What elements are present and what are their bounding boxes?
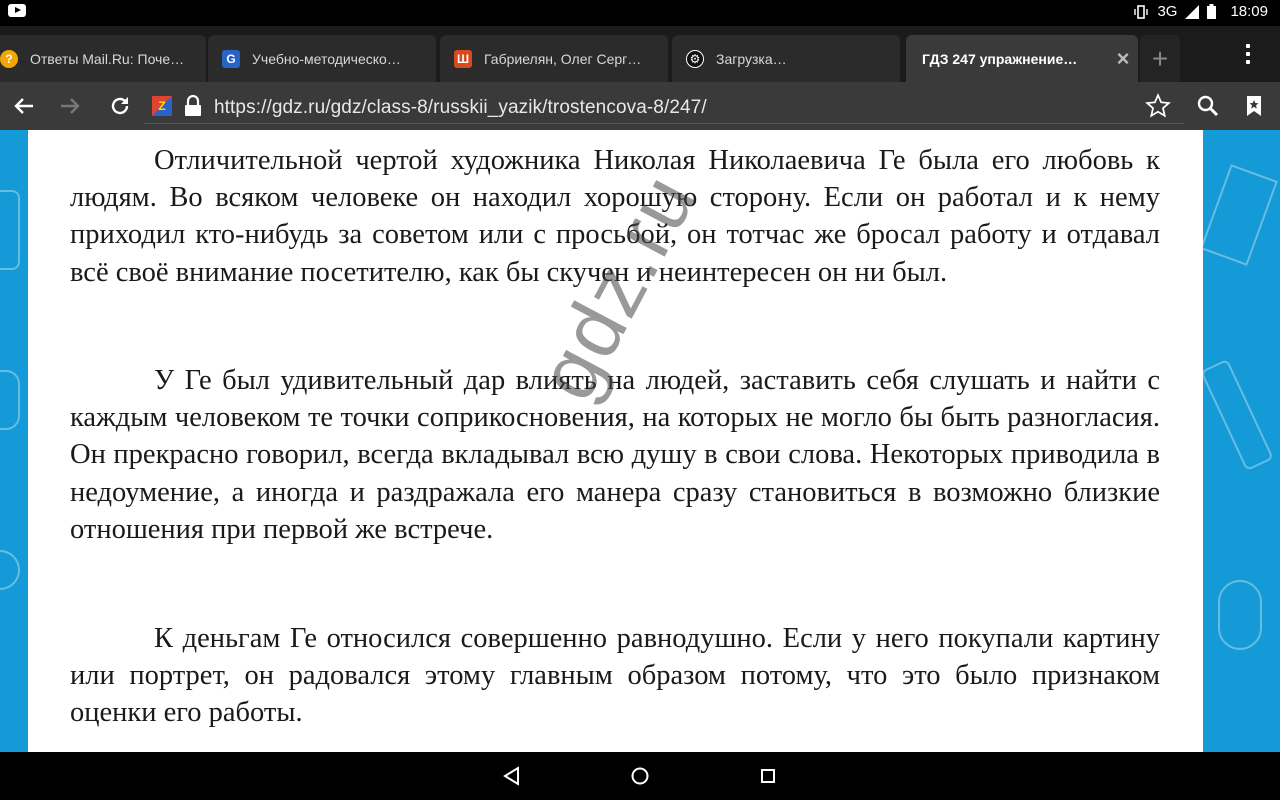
system-nav-bar xyxy=(0,752,1280,800)
web-content xyxy=(0,130,1280,752)
tab-uchebno[interactable] xyxy=(208,35,436,82)
close-tab-icon[interactable]: × xyxy=(1116,45,1130,71)
doodle-right-2 xyxy=(1200,359,1274,471)
bookmark-star-button[interactable] xyxy=(1136,82,1180,130)
search-button[interactable] xyxy=(1186,82,1230,130)
back-button[interactable] xyxy=(2,82,46,130)
battery-icon xyxy=(1207,4,1216,19)
overflow-menu-icon[interactable] xyxy=(1236,40,1260,70)
forward-button[interactable] xyxy=(48,82,92,130)
vibrate-icon xyxy=(1133,4,1149,20)
star-icon xyxy=(1145,93,1171,119)
network-type: 3G xyxy=(1157,3,1178,20)
doodle-left-1 xyxy=(0,190,20,270)
question-favicon-icon: ? xyxy=(0,50,18,68)
library-favicon-icon: Ш xyxy=(454,50,472,68)
nav-recents-button[interactable] xyxy=(738,752,798,800)
paragraph-1: Отличительной чертой художника Николая Николаевича Ге была его любовь к людям. Во всяком человеке он находил хорошую сторону. Если он работал и к нему приходил кто-нибудь за советом или с просьбой, он тотчас же бросал работу и отдавал всё своё внимание посетителю, как бы скучен и неинтересен он ни был. xyxy=(70,145,1160,288)
doodle-left-3 xyxy=(0,550,20,590)
tab-label: Габриелян, Олег Серг… xyxy=(484,50,642,67)
doodle-left-2 xyxy=(0,370,20,430)
tab-gdz-active[interactable] xyxy=(906,35,1138,82)
textbook-page xyxy=(28,130,1203,752)
browser-toolbar xyxy=(0,82,1280,130)
google-favicon-icon: G xyxy=(222,50,240,68)
new-tab-button[interactable]: + xyxy=(1140,35,1180,82)
tab-mail-ru[interactable] xyxy=(0,35,206,82)
reload-button[interactable] xyxy=(98,82,142,130)
lock-icon xyxy=(184,95,202,117)
clock: 18:09 xyxy=(1230,3,1268,20)
tab-label: Учебно-методическо… xyxy=(252,50,401,67)
reload-icon xyxy=(108,94,132,118)
tab-loading[interactable] xyxy=(672,35,900,82)
signal-icon xyxy=(1185,5,1199,19)
doodle-right-3 xyxy=(1218,580,1262,650)
tab-gabrielyan[interactable] xyxy=(440,35,668,82)
doodle-right-1 xyxy=(1200,164,1278,266)
bookmarks-icon xyxy=(1244,94,1264,118)
status-bar xyxy=(0,0,1280,26)
back-triangle-icon xyxy=(501,765,523,787)
gdz-favicon-icon: Z xyxy=(152,96,172,116)
forward-arrow-icon xyxy=(58,94,82,118)
back-arrow-icon xyxy=(12,94,36,118)
address-bar[interactable] xyxy=(144,88,1184,124)
nav-back-button[interactable] xyxy=(482,752,542,800)
paragraph-2: У Ге был удивительный дар влиять на людей, заставить себя слушать и найти с каждым человеком те точки соприкосновения, на которых не могло бы быть разногласия. Он прекрасно говорил, всегда вкладывал всю душу в свои слова. Некоторых приводила в недоумение, а иногда и раздражала его манера сразу становиться в возможно близкие отношения при первой же встрече. xyxy=(70,365,1160,545)
tab-label: ГДЗ 247 упражнение… xyxy=(922,50,1078,67)
loading-favicon-icon: ⚙ xyxy=(686,50,704,68)
nav-home-button[interactable] xyxy=(610,752,670,800)
watermark: gdz.ru xyxy=(521,159,715,415)
tab-label: Ответы Mail.Ru: Поче… xyxy=(30,50,185,67)
recents-square-icon xyxy=(757,765,779,787)
paragraph-3: К деньгам Ге относился совершенно равнодушно. Если у него покупали картину или портрет, он радовался этому главным образом потому, что это было признаком оценки его работы. xyxy=(70,623,1160,729)
url-text[interactable]: https://gdz.ru/gdz/class-8/russkii_yazik/trostencova-8/247/ xyxy=(214,97,707,118)
bookmarks-button[interactable] xyxy=(1232,82,1276,130)
youtube-icon xyxy=(8,4,26,17)
home-circle-icon xyxy=(629,765,651,787)
search-icon xyxy=(1196,94,1220,118)
tab-strip xyxy=(0,26,1280,82)
tab-label: Загрузка… xyxy=(716,50,787,67)
